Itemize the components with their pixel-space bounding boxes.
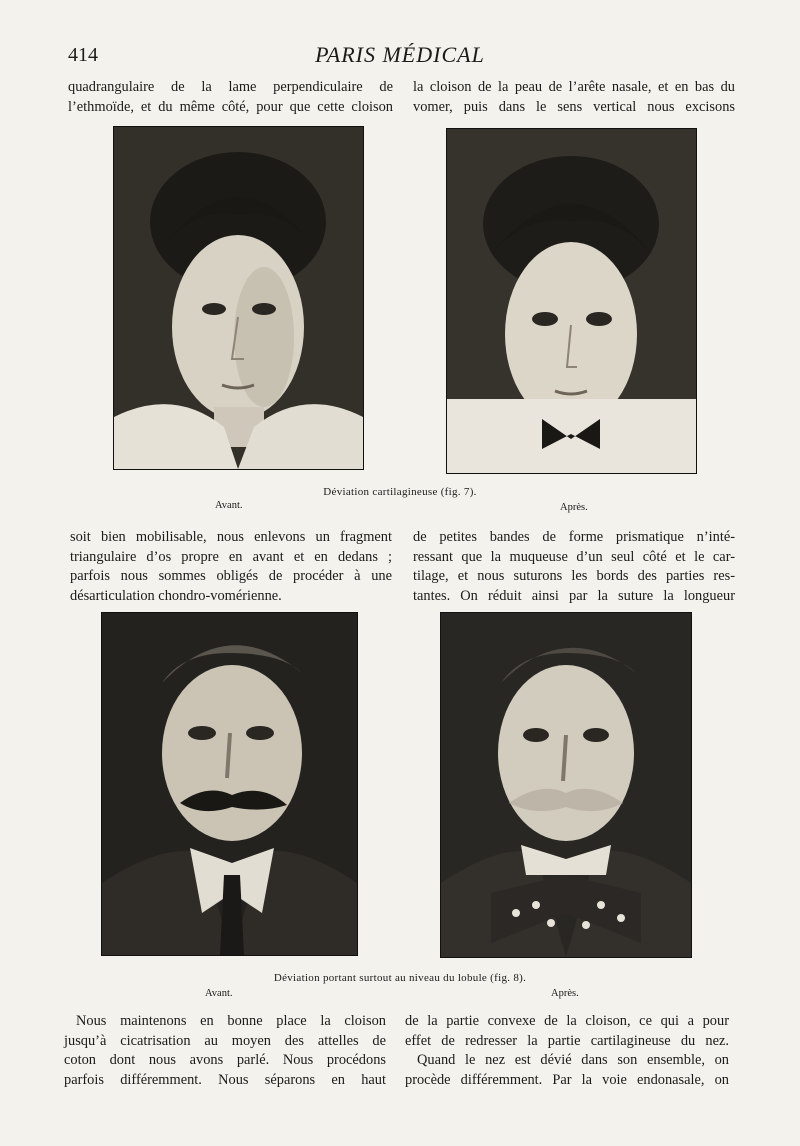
photo-man-after	[440, 612, 692, 958]
text-line: de petites bandes de forme prismatique n’inté-	[413, 529, 735, 545]
text-column-right-middle	[413, 528, 735, 606]
text-line: soit bien mobilisable, nous enlevons un fragment	[70, 529, 392, 545]
text-line: quadrangulaire de la lame perpendiculaire de	[68, 79, 393, 95]
text-line: jusqu’à cicatrisation au moyen des attelles de	[64, 1032, 386, 1049]
text-line: désarticulation chondro-vomérienne.	[70, 587, 282, 604]
text-line: Quand le nez est dévié dans son ensemble, on	[417, 1052, 729, 1068]
photo-woman-before	[113, 126, 364, 470]
text-column-left-top	[68, 78, 393, 117]
text-line: la cloison de la peau de l’arête nasale, et en bas du	[413, 79, 735, 95]
photo-man-before	[101, 612, 358, 956]
figure7-after-label: Après.	[560, 502, 588, 513]
text-column-left-middle	[70, 528, 392, 606]
text-line: tilage, et nous suturons les bords des parties res-	[413, 568, 735, 584]
text-line: de la partie convexe de la cloison, ce qui a pour	[405, 1013, 729, 1029]
figure7-caption: Déviation cartilagineuse (fig. 7).	[323, 486, 477, 498]
page-number: 414	[68, 44, 98, 66]
text-line: tantes. On réduit ainsi par la suture la longueur	[413, 587, 735, 604]
figure7-before-label: Avant.	[215, 500, 243, 511]
figure8-caption: Déviation portant surtout au niveau du lobule (fig. 8).	[273, 972, 527, 984]
text-line: parfois nous sommes obligés de procéder à une	[70, 568, 392, 584]
running-title: PARIS MÉDICAL	[315, 42, 485, 67]
text-line: coton dont nous avons parlé. Nous procédons	[64, 1052, 386, 1068]
text-column-left-bottom	[64, 1012, 386, 1090]
text-column-right-bottom	[405, 1012, 729, 1090]
text-line: procède différemment. Par la voie endonasale, on	[405, 1071, 729, 1088]
text-line: effet de redresser la partie cartilagineuse du nez.	[405, 1032, 729, 1049]
text-line: triangulaire d’os propre en avant et en dedans ;	[70, 548, 392, 565]
text-line: ressant que la muqueuse d’un seul côté et le car-	[413, 548, 735, 565]
text-line: l’ethmoïde, et du même côté, pour que cette cloison	[68, 98, 393, 115]
text-line: Nous maintenons en bonne place la cloison	[76, 1013, 386, 1029]
text-line: vomer, puis dans le sens vertical nous excisons	[413, 98, 735, 115]
figure8-before-label: Avant.	[205, 988, 233, 999]
photo-woman-after	[446, 128, 697, 474]
figure8-after-label: Après.	[551, 988, 579, 999]
text-column-right-top	[413, 78, 735, 117]
text-line: parfois différemment. Nous séparons en haut	[64, 1071, 386, 1088]
